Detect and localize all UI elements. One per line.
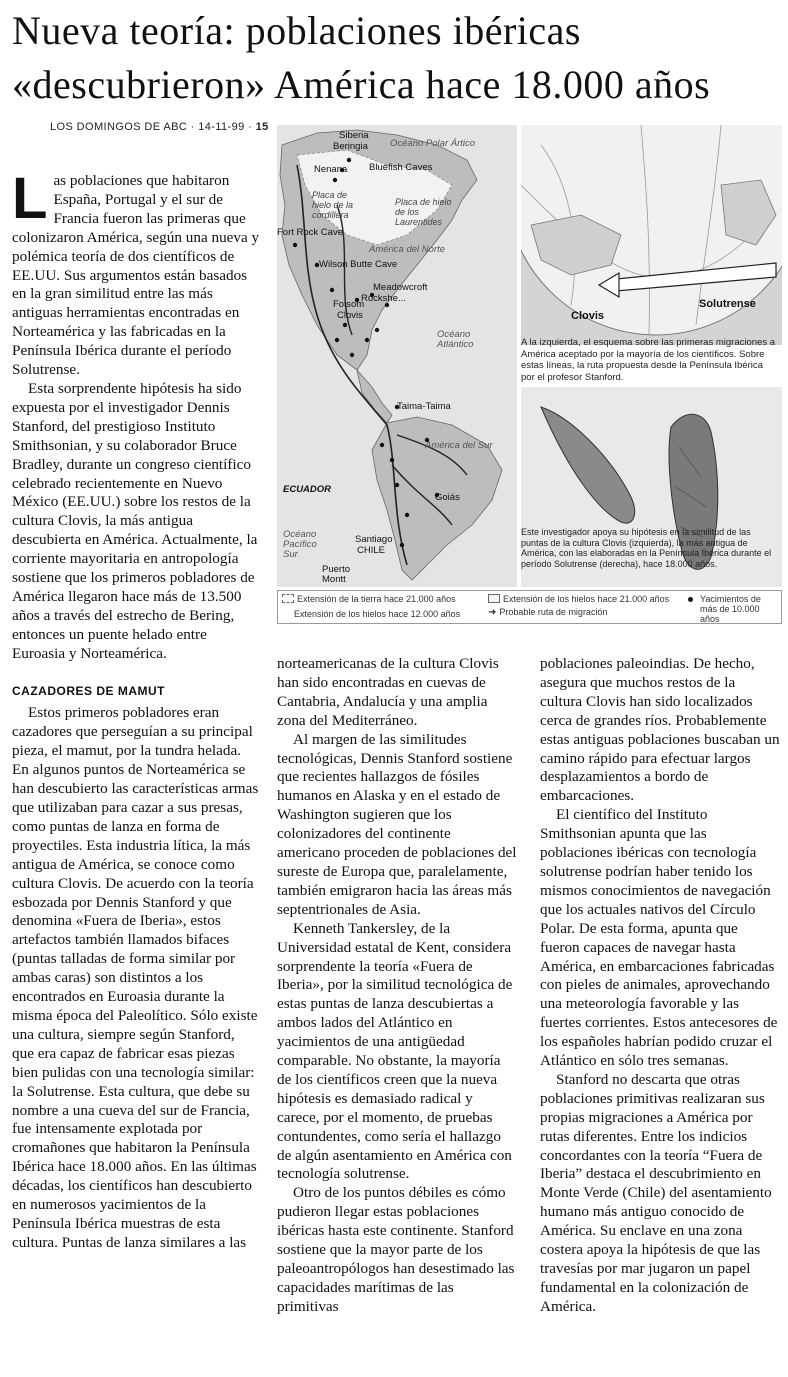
- map-label-puerto-montt: Puerto Montt: [322, 564, 350, 585]
- legend-route: [488, 607, 608, 618]
- legend-land-label: Extensión de la tierra hace 21.000 años: [297, 594, 456, 604]
- map-label-meadowcroft: Meadowcroft: [373, 282, 428, 293]
- map-label-fort-rock-cave: Fort Rock Cave: [277, 227, 343, 238]
- headline: [12, 4, 782, 112]
- paragraph-text: as poblaciones que habitaron España, Portugal y el sur de Francia fueron las primeras que colonizaron América, según una nueva y polémica teoría de dos científicos de EE.UU. Sus argumentos están basados en la gran similitud entre las más antiguas herramientas encontradas en Norteamérica y las fabricadas en la Península Ibérica durante el período Solutrense.: [12, 172, 260, 379]
- globe-label-solutrense: Solutrense: [699, 298, 756, 310]
- paragraph: El científico del Instituto Smithsonian apunta que las poblaciones ibéricas con tecnología solutrense podrían haber tenido los mismos conocimientos de navegación que los actuales nativos del Círculo Polar. De esta forma, apunta que fueron capaces de navegar hasta América, en embarcaciones fabricadas con pieles de animales, aprovechando una meteorología favorable y las fuertes corrientes. Estos antecesores de los españoles habrían podido cruzar el Atlántico en sólo tres semanas.: [540, 806, 778, 1070]
- map-label-santiago: Santiago: [355, 534, 393, 545]
- paragraph: Al margen de las similitudes tecnológicas, Dennis Stanford sostiene que recientes hallazgos de fósiles humanos en Alaska y en el estado de Washington sugieren que los colonizadores del continente americano proceden de poblaciones del sureste de Europa que, paralelamente, también emigraron hacia las áreas más septentrionales de Asia.: [277, 730, 517, 918]
- map-label-bluefish-caves: Bluefish Caves: [369, 162, 433, 173]
- paragraph: Kenneth Tankersley, de la Universidad estatal de Kent, considera sorprendente la teoría «Fuera de Iberia», por la similitud tecnológica de estas puntas de lanza descubiertas a ambos lados del Atlántico en yacimientos de una antigüedad comparable. No obstante, la mayoría de los científicos creen que la nueva hipótesis es demasiado radical y carece, por el momento, de pruebas contundentes, como sería el hallazgo de algún asentamiento en América con tecnología solutrense.: [277, 919, 513, 1183]
- legend-sites-label: Yacimientos de más de 10.000 años: [700, 594, 761, 624]
- dateline-sep: ·: [248, 121, 253, 133]
- legend-ice21-swatch: [488, 594, 500, 603]
- map-label-chile: CHILE: [357, 545, 385, 556]
- headline-line-2: «descubrieron» América hace 18.000 años: [12, 62, 711, 107]
- legend-sites-swatch: [688, 597, 693, 602]
- column-3: [540, 655, 780, 1317]
- map-label-ecuador: ECUADOR: [283, 484, 332, 495]
- map-label-arctic-ocean: Océano Polar Ártico: [390, 138, 476, 149]
- globe-label-clovis: Clovis: [571, 310, 605, 322]
- dateline-date: 14-11-99: [198, 121, 245, 133]
- paragraph: Stanford no descarta que otras poblaciones primitivas realizaran sus propias migraciones a América por rutas diferentes. Entre los indicios concordantes con la teoría “Fuera de Iberia” destaca el descubrimiento en Monte Verde (Chile) del asentamiento humano más antiguo conocido de América. Su enclave en una zona costera apoya la hipótesis de que las travesías por mar jugaron un papel fundamental en la colonización de América.: [540, 1070, 772, 1315]
- spear-points-caption: Este investigador apoya su hipótesis en la similitud de las puntas de la cultura Clovis (izquierda), la más antigua de América, con las elaboradas en la Península Ibérica durante el período Solutrense (derecha), hace 18.000 años.: [521, 527, 772, 569]
- legend-land-swatch: [282, 594, 294, 603]
- legend-land: [282, 594, 456, 605]
- paragraph: [12, 166, 260, 380]
- map-legend: [277, 590, 782, 624]
- legend-sites: [688, 594, 696, 604]
- legend-ice21-label: Extensión de los hielos hace 21.000 años: [503, 594, 670, 604]
- legend-ice-12000: Extensión de los hielos hace 12.000 años: [294, 609, 461, 619]
- legend-route-label: Probable ruta de migración: [499, 607, 608, 617]
- dateline-page: 15: [255, 121, 269, 133]
- map-label-atlantic-ocean: Océano Atlántico: [437, 329, 474, 350]
- map-label-wilson-butte-cave: Wilson Butte Cave: [319, 259, 398, 270]
- map-label-pacific-ocean: Océano Pacífico Sur: [283, 529, 317, 560]
- legend-ice-21000: [488, 594, 670, 605]
- globe-graphic: [521, 125, 782, 345]
- map-label-clovis: Clovis: [337, 310, 363, 321]
- americas-map: [277, 125, 517, 587]
- map-label-cordillera-ice: Placa de hielo de la cordillera: [312, 190, 354, 220]
- headline-line-1: Nueva teoría: poblaciones ibéricas: [12, 8, 581, 53]
- column-1: [12, 166, 260, 1253]
- paragraph: poblaciones paleoindias. De hecho, asegura que muchos restos de la cultura Clovis han sido localizados cerca de grandes ríos. Probablemente estas antiguas poblaciones buscaban un camino rápido para efectuar largos desplazamientos a bordo de embarcaciones.: [540, 655, 780, 805]
- map-label-rockshelter: Rockshe...: [361, 293, 406, 304]
- dateline-source: LOS DOMINGOS DE ABC: [50, 121, 188, 133]
- map-label-folsom: Folsom: [333, 299, 365, 310]
- paragraph: norteamericanas de la cultura Clovis han sido encontradas en cuevas de Cantabria, Andalucía y una amplia zona del Mediterráneo.: [277, 655, 499, 729]
- paragraph: Esta sorprendente hipótesis ha sido expuesta por el investigador Dennis Stanford, del prestigioso Instituto Smithsonian, y su colaborador Bruce Bradley, durante un congreso científico celebrado recientemente en Nuevo México (EE.UU.) sobre los restos de la cultura Clovis, la más antigua descubierta en América. Actualmente, la corriente mayoritaria en antropología sostiene que los primeros pobladores de América llegaron hace más de 13.500 años a través del estrecho de Bering, entonces un puente helado entre Euroasia y Norteamérica.: [12, 379, 258, 662]
- map-label-siberia: Siberia: [339, 130, 369, 141]
- map-label-north-america: América del Norte: [369, 244, 446, 255]
- drop-cap: L: [12, 166, 48, 231]
- map-label-beringia: Beringia: [333, 141, 368, 152]
- infographic: [277, 125, 782, 630]
- map-label-laurentides-ice: Placa de hielo de los Laurentides: [395, 197, 452, 227]
- column-2: [277, 655, 517, 1317]
- map-label-goias: Goiás: [435, 492, 460, 503]
- legend-route-arrow-icon: ➜: [488, 607, 497, 618]
- dateline: [50, 121, 270, 133]
- map-label-south-america: América del Sur: [425, 440, 493, 451]
- paragraph: Otro de los puntos débiles es cómo pudieron llegar estas poblaciones ibéricas hasta este continente. Stanford sostiene que la mayor parte de los paleoantropólogos han desestimado las capacidades marítimas de las primitivas: [277, 1184, 515, 1315]
- map-label-nenana: Nenana: [314, 164, 348, 175]
- map-label-taima-taima: Taima-Taima: [397, 401, 451, 412]
- dateline-sep: ·: [190, 121, 195, 133]
- subheading: CAZADORES DE MAMUT: [12, 683, 165, 698]
- paragraph: Estos primeros pobladores eran cazadores que perseguían a su principal pieza, el mamut, por la tundra helada. En algunos puntos de Norteamérica se han descubierto las características armas que utilizaban para cazar a sus presas, como puntas de lanza en forma de proyectiles. Esta industria lítica, la más antigua de América, se conoce como cultura Clovis. De acuerdo con la teoría esbozada por Dennis Stanford y que denomina «Fuera de Iberia», estos artefactos también llamados bifaces (puntas talladas de forma similar por ambas caras) son distintos a los encontrados en Euroasia durante la misma época del Paleolítico. Sólo existe una cultura, siempre según Stanford, que era capaz de fabricar esas piezas bien pulidas con una tecnología similar: la Solutrense. Esta cultura, que debe su nombre a una cueva del sur de Francia, fue intensamente explotada por cromañones que habitaron la Península Ibérica hace 18.000 años. En las últimas décadas, los científicos han descubierto en numerosos yacimientos de la Península Ibérica muestras de esta cultura. Puntas de lanza similares a las: [12, 704, 259, 1251]
- globe-caption: A la izquierda, el esquema sobre las primeras migraciones a América aceptado por la mayoría de los científicos. Sobre estas líneas, la ruta propuesta desde la Península Ibérica por el profesor Stanford.: [521, 337, 775, 383]
- globe-illustration: [521, 125, 782, 345]
